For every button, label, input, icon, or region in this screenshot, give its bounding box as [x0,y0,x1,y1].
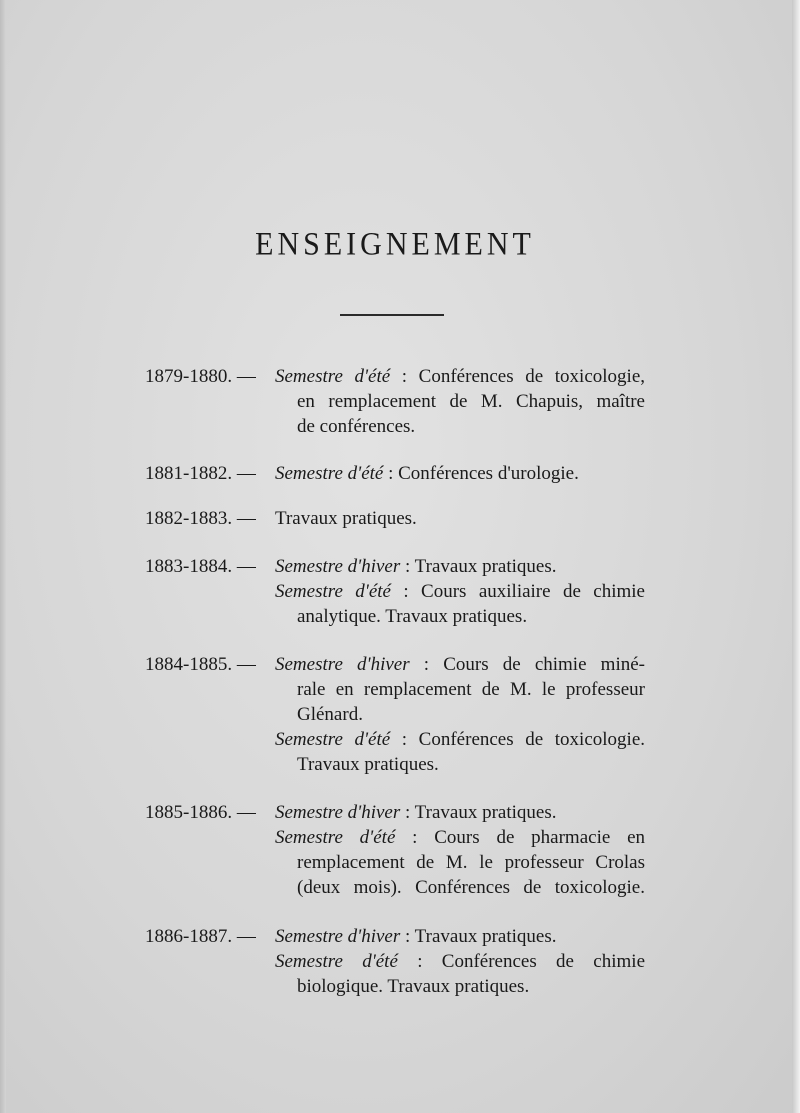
entry-1884-1885 [145,652,645,777]
title-rule [340,314,444,316]
entry-line: Semestre d'été : Cours auxiliaire de chimie [275,581,645,602]
entry-line: Semestre d'hiver : Travaux pratiques. [275,556,557,577]
semester-label: Semestre d'hiver [275,654,410,675]
entry-1881-1882 [145,461,645,486]
entry-line: (deux mois). Conférences de toxicologie. [297,877,645,898]
entry-line: Semestre d'hiver : Travaux pratiques. [275,802,557,823]
entry-1879-1880 [145,364,645,439]
entry-1883-1884 [145,554,645,629]
semester-label: Semestre d'été [275,951,398,972]
entry-line: Travaux pratiques. [297,754,439,775]
entry-dash: — [236,463,256,484]
semester-label: Semestre d'été [275,729,391,750]
entry-line: Semestre d'hiver : Cours de chimie miné- [275,654,645,675]
entry-year: 1883-1884. [145,556,233,577]
entry-line: Glénard. [297,704,363,725]
entry-1885-1886 [145,800,645,900]
entry-dash: — [236,366,256,387]
entry-year: 1881-1882. [145,463,233,484]
entry-line: de conférences. [297,416,416,437]
entry-dash: — [236,508,256,529]
page-title: ENSEIGNEMENT [255,226,535,263]
semester-label: Semestre d'hiver [275,926,401,947]
semester-label: Semestre d'été [275,827,396,848]
entry-line: biologique. Travaux pratiques. [297,976,530,997]
entry-year: 1884-1885. [145,654,233,675]
semester-label: Semestre d'hiver [275,802,401,823]
semester-label: Semestre d'hiver [275,556,401,577]
entry-line: Semestre d'été : Conférences de toxicologie, [275,366,646,387]
entry-dash: — [236,926,256,947]
page-edge-left [0,0,6,1113]
entry-line: analytique. Travaux pratiques. [297,606,528,627]
entry-line: Semestre d'été : Conférences de chimie [275,951,645,972]
entry-line: Semestre d'été : Cours de pharmacie en [275,827,646,848]
entry-dash: — [236,654,256,675]
entry-line: remplacement de M. le professeur Crolas [297,852,645,873]
entry-dash: — [236,556,256,577]
entry-line: Semestre d'hiver : Travaux pratiques. [275,926,557,947]
entry-year: 1886-1887. [145,926,233,947]
entry-1882-1883 [145,506,645,531]
entry-year: 1885-1886. [145,802,233,823]
entry-year: 1879-1880. [145,366,233,387]
entry-line: rale en remplacement de M. le professeur [297,679,645,700]
entry-year: 1882-1883. [145,508,233,529]
semester-label: Semestre d'été [275,366,391,387]
entry-line: en remplacement de M. Chapuis, maître [297,391,645,412]
entry-line: Travaux pratiques. [275,508,417,529]
semester-label: Semestre d'été [275,463,384,484]
entry-dash: — [236,802,256,823]
entry-1886-1887 [145,924,645,999]
entries-list [145,364,645,999]
page-edge-right [792,0,800,1113]
entry-line: Semestre d'été : Conférences d'urologie. [275,463,579,484]
semester-label: Semestre d'été [275,581,391,602]
entry-line: Semestre d'été : Conférences de toxicologie. [275,729,646,750]
